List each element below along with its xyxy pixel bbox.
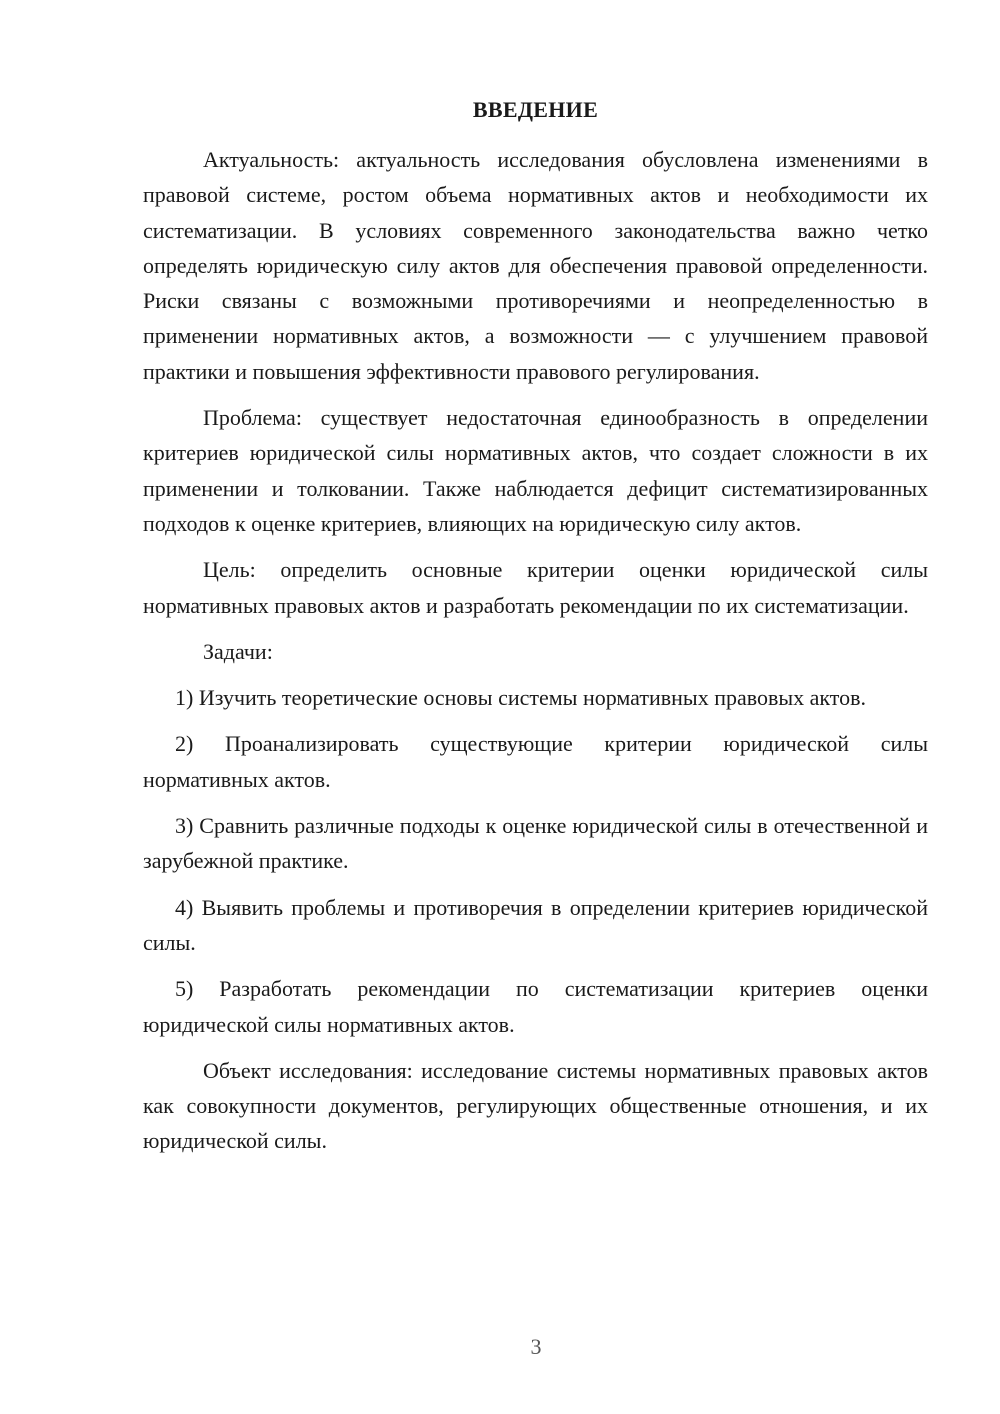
task-item: 4) Выявить проблемы и противоречия в определении критериев юридической силы. [143,894,928,955]
task-item: 1) Изучить теоретические основы системы нормативных правовых актов. [175,685,867,711]
object-paragraph: Объект исследования: исследование системы нормативных правовых актов как совокупности документов, регулирующих общественные отношения, и их юридической силы. [143,1057,928,1154]
document-page [143,94,928,1159]
problem-paragraph: Проблема: существует недостаточная единообразность в определении критериев юридической силы нормативных актов, что создает сложности в их применении и толковании. Также наблюдается дефицит систематизированных подходов к оценке критериев, влияющих на юридическую силу актов. [143,405,928,536]
goal-paragraph: Цель: определить основные критерии оценки юридической силы нормативных правовых актов и разработать рекомендации по их систематизации. [143,557,928,618]
relevance-paragraph: Актуальность: актуальность исследования обусловлена изменениями в правовой системе, ростом объема нормативных актов и необходимости их систематизации. В условиях современного законодательства важно четко определять юридическую силу актов для обеспечения правовой определенности. Риски связаны с возможными противоречиями и неопределенностью в применении нормативных актов, а возможности — с улучшением правовой практики и повышения эффективности правового регулирования. [143,147,928,384]
section-heading: ВВЕДЕНИЕ [472,97,599,122]
task-item: 2) Проанализировать существующие критерии юридической силы нормативных актов. [143,731,928,792]
page-number: 3 [530,1334,542,1359]
task-item: 5) Разработать рекомендации по систематизации критериев оценки юридической силы нормативных актов. [143,976,928,1037]
tasks-heading: Задачи: [203,638,273,664]
task-item: 3) Сравнить различные подходы к оценке юридической силы в отечественной и зарубежной практике. [143,813,928,874]
